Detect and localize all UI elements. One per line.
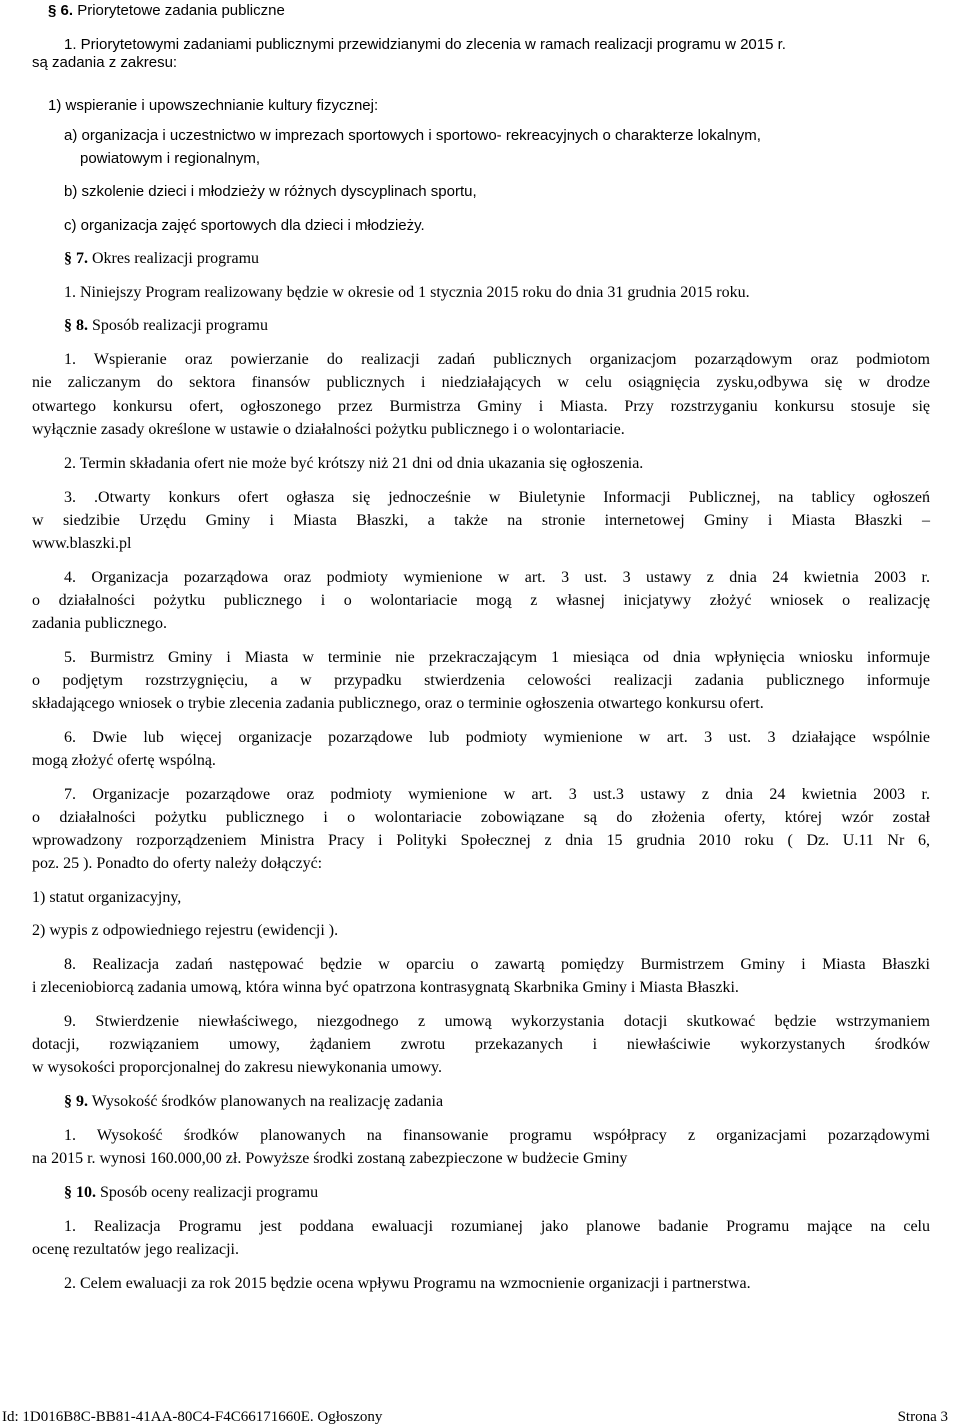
s10-p1-line: ocenę rezultatów jego realizacji. [32,1241,239,1258]
section-7-title: Okres realizacji programu [92,250,260,267]
footer-document-id: Id: 1D016B8C-BB81-41AA-80C4-F4C66171660E. Ogłoszony [2,1409,383,1425]
section-7-number: 7. [76,250,88,267]
s8-p7-list-item: 1) statut organizacyjny, [32,889,182,906]
s8-p8-line: i zleceniobiorcą zadania umową, która winna być opatrzona kontrasygnatą Skarbnika Gminy i Miasta Błaszki. [32,979,739,996]
s8-p1-line: wyłącznie zasady określone w ustawie o działalności pożytku publicznego i o wolontariacie. [32,421,625,438]
s8-p8-line: 8. Realizacja zadań następować będzie w oparciu o zawartą pomiędzy Burmistrzem Gminy i Miasta Błaszki [64,956,930,973]
s8-p2: 2. Termin składania ofert nie może być krótszy niż 21 dni od dnia ukazania się ogłoszenia. [64,455,644,472]
s10-p2: 2. Celem ewaluacji za rok 2015 będzie ocena wpływu Programu na wzmocnienie organizacji i partnerstwa. [64,1275,751,1292]
s6-sub-item-b: b) szkolenie dzieci i młodzieży w różnych dyscyplinach sportu, [64,183,477,200]
footer-page-number: Strona 3 [897,1409,948,1425]
section-6-number: 6. [60,2,74,19]
s8-p9-line: w wysokości proporcjonalnej do zakresu niewykonania umowy. [32,1059,442,1076]
s8-p4-line: o działalności pożytku publicznego i o wolontariacie mogą z własnej inicjatywy złożyć wniosek o realizację [32,592,930,609]
s6-sub-item-a: a) organizacja i uczestnictwo w imprezach sportowych i sportowo- rekreacyjnych o charakterze lokalnym, [64,127,761,144]
s8-p7-list-item: 2) wypis z odpowiedniego rejestru (ewidencji ). [32,922,339,939]
section-7-heading: § 7. Okres realizacji programu [64,250,260,267]
s8-p6-line: mogą złożyć ofertę wspólną. [32,752,216,769]
s8-p9-line: dotacji, rozwiązaniem umowy, żądaniem zwrotu przekazanych i niewłaściwie wykorzystanych środków [32,1036,930,1053]
section-9-heading: § 9. Wysokość środków planowanych na realizację zadania [64,1093,444,1110]
section-10-title: Sposób oceny realizacji programu [100,1184,319,1201]
s8-p5-line: składającego wniosek o trybie zlecenia zadania publicznego, oraz o terminie ogłoszenia otwartego konkursu ofert. [32,695,764,712]
s6-sub-item-a-cont: powiatowym i regionalnym, [80,150,261,167]
s8-p3-line: w siedzibie Urzędu Gminy i Miasta Błaszki, a także na stronie internetowej Gminy i Miasta Błaszki – [32,512,930,529]
s8-p9-line: 9. Stwierdzenie niewłaściwego, niezgodnego z umową wykorzystania dotacji skutkować będzie wstrzymaniem [64,1013,930,1030]
s8-p3-line: 3. .Otwarty konkurs ofert ogłasza się jednocześnie w Biuletynie Informacji Publicznej, na tablicy ogłoszeń [64,489,930,506]
s9-p1-line: 1. Wysokość środków planowanych na finansowanie programu współpracy z organizacjami pozarządowymi [64,1127,930,1144]
s6-list-item: 1) wspieranie i upowszechnianie kultury fizycznej: [48,97,379,114]
section-6-heading: § 6. Priorytetowe zadania publiczne [48,2,285,19]
s8-p5-line: 5. Burmistrz Gminy i Miasta w terminie nie przekraczającym 1 miesiąca od dnia wpłynięcia wniosku informuje [64,649,930,666]
s7-paragraph: 1. Niniejszy Program realizowany będzie w okresie od 1 stycznia 2015 roku do dnia 31 grudnia 2015 roku. [64,284,750,301]
section-8-heading: § 8. Sposób realizacji programu [64,317,268,334]
s8-p4-line: 4. Organizacja pozarządowa oraz podmioty wymienione w art. 3 ust. 3 ustawy z dnia 24 kwietnia 2003 r. [64,569,930,586]
s8-p7-line: 7. Organizacje pozarządowe oraz podmioty wymienione w art. 3 ust.3 ustawy z dnia 24 kwietnia 2003 r. [64,786,930,803]
s8-p1-line: 1. Wspieranie oraz powierzanie do realizacji zadań publicznych organizacjom pozarządowym oraz podmiotom [64,351,930,368]
s10-p1-line: 1. Realizacja Programu jest poddana ewaluacji rozumianej jako planowe badanie Programu mające na celu [64,1218,930,1235]
s8-p5-line: o podjętym rozstrzygnięciu, a w przypadku stwierdzenia celowości realizacji zadania publicznego informuje [32,672,930,689]
s6-sub-item-c: c) organizacja zajęć sportowych dla dzieci i młodzieży. [64,217,425,234]
s8-p3-link[interactable]: www.blaszki.pl [32,535,132,552]
s9-p1-line: na 2015 r. wynosi 160.000,00 zł. Powyższe środki zostaną zabezpieczone w budżecie Gminy [32,1150,628,1167]
s8-p6-line: 6. Dwie lub więcej organizacje pozarządowe lub podmioty wymienione w art. 3 ust. 3 działające wspólnie [64,729,930,746]
s6-paragraph-line: 1. Priorytetowymi zadaniami publicznymi przewidzianymi do zlecenia w ramach realizacji programu w 2015 r. [64,36,786,53]
section-10-number: 10. [76,1184,96,1201]
section-8-title: Sposób realizacji programu [92,317,268,334]
s8-p1-line: otwartego konkursu ofert, ogłoszonego przez Burmistrza Gminy i Miasta. Przy rozstrzyganiu konkursu stosuje się [32,398,930,415]
section-9-number: 9. [76,1093,88,1110]
s8-p7-line: poz. 25 ). Ponadto do oferty należy dołączyć: [32,855,323,872]
section-8-number: 8. [76,317,88,334]
s8-p1-line: nie zaliczanym do sektora finansów publicznych i niedziałających w celu osiągnięcia zysku,odbywa się w drodze [32,374,930,391]
s8-p4-line: zadania publicznego. [32,615,168,632]
section-6-title: Priorytetowe zadania publiczne [77,2,285,19]
s8-p7-line: o działalności pożytku publicznego i o wolontariacie zobowiązane są do złożenia oferty, której wzór został [32,809,930,826]
s6-paragraph-line: są zadania z zakresu: [32,54,178,71]
s8-p7-line: wprowadzony rozporządzeniem Ministra Pracy i Polityki Społecznej z dnia 15 grudnia 2010 roku ( Dz. U.11 Nr 6, [32,832,930,849]
section-9-title: Wysokość środków planowanych na realizację zadania [91,1093,444,1110]
section-10-heading: § 10. Sposób oceny realizacji programu [64,1184,319,1201]
